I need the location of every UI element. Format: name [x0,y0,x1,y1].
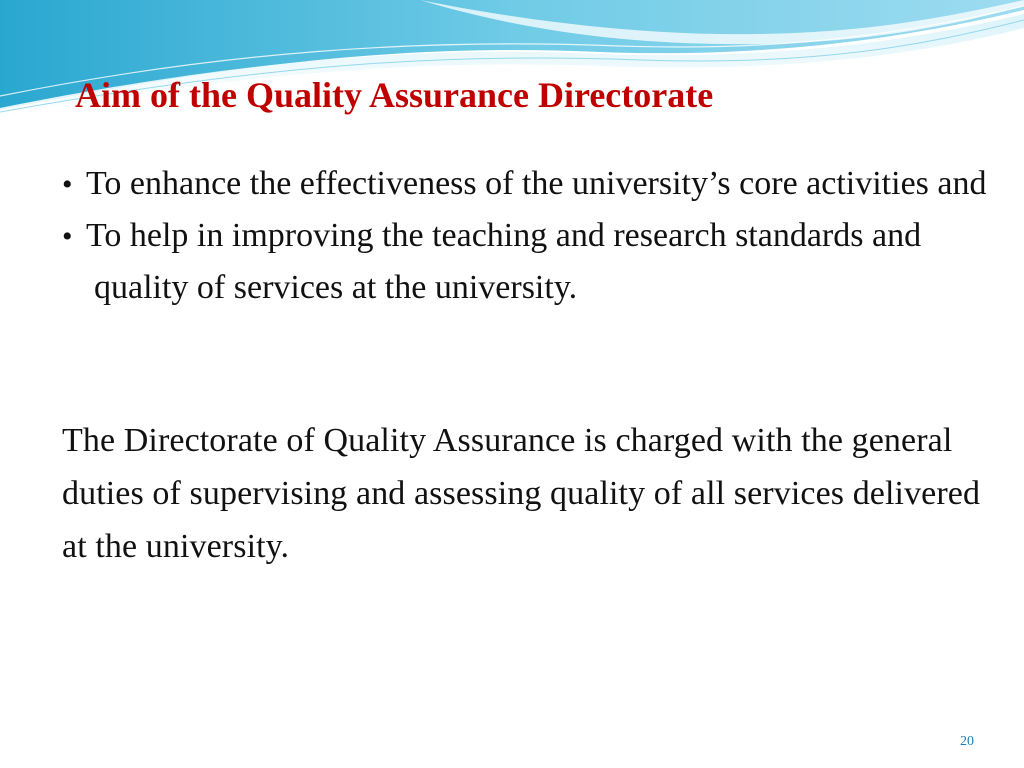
bullet-marker: • [62,168,73,201]
bullet-item [62,210,992,313]
slide-title: Aim of the Quality Assurance Directorate [75,75,714,115]
bullet-marker: • [62,220,73,253]
slide-number: 20 [960,734,974,749]
bullet-text: To help in improving the teaching and research standards and quality of services at the university. [86,217,922,306]
bullet-text: To enhance the effectiveness of the university’s core activities and [86,165,987,202]
body-paragraph: The Directorate of Quality Assurance is charged with the general duties of supervising and assessing quality of all services delivered at the university. [62,422,981,565]
bullet-list [62,158,992,313]
bullet-item [62,158,992,210]
